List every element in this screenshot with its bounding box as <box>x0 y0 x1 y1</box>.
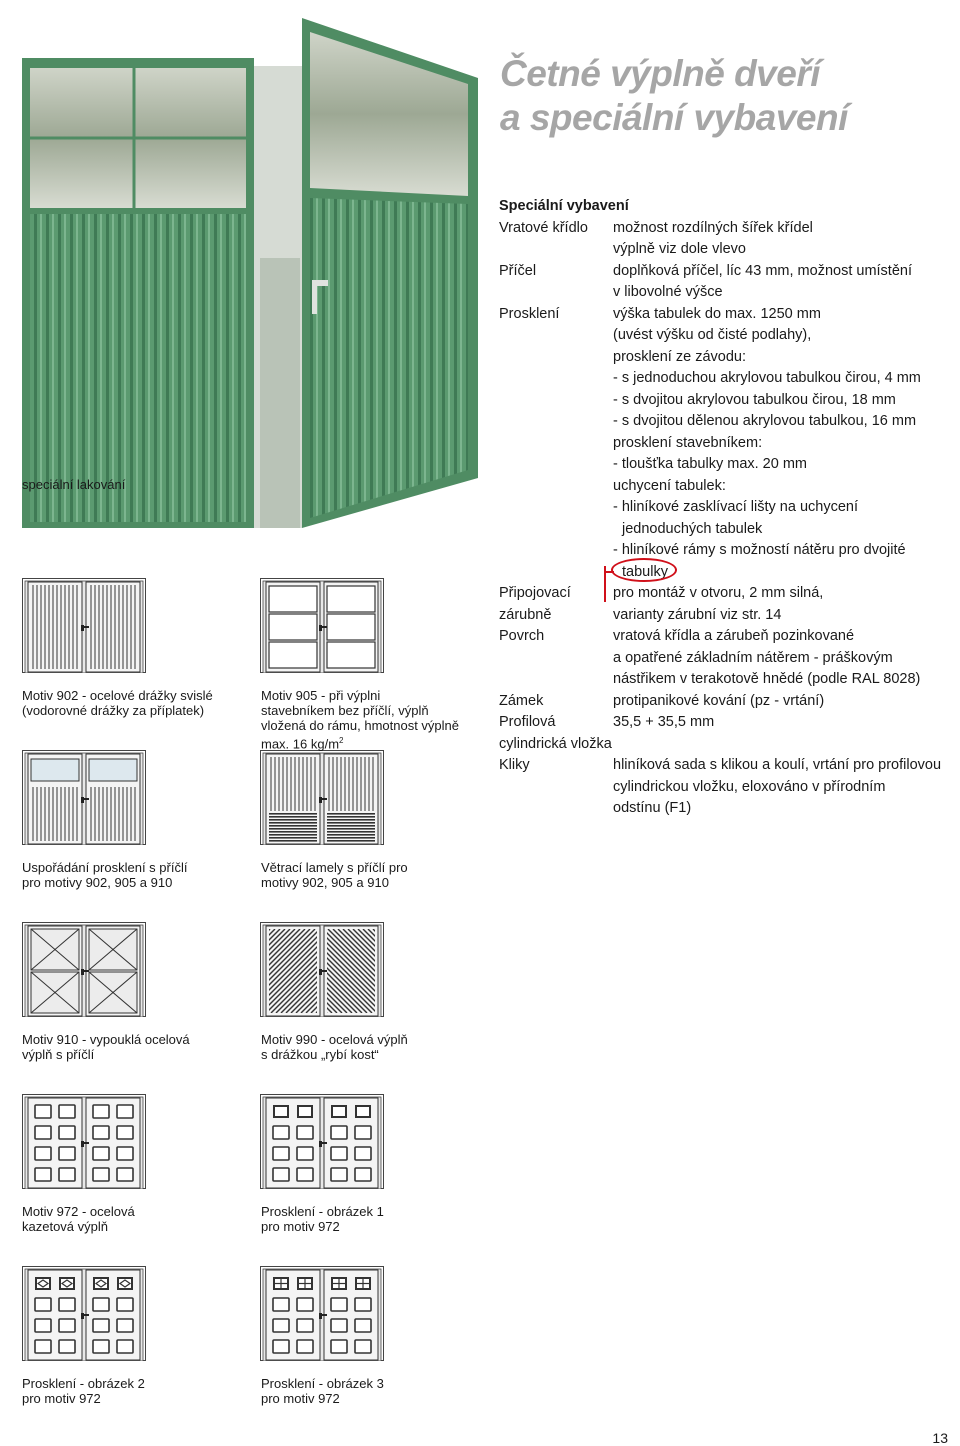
motif-905-drawing <box>260 578 384 673</box>
spec-row <box>499 218 960 261</box>
glazing-2-drawing <box>22 1266 146 1361</box>
caption-motif-990 <box>261 1032 408 1062</box>
glazing-3-drawing <box>260 1266 384 1361</box>
spec-row <box>499 626 960 691</box>
spec-value: - hliníkové zasklívací lišty na uchycení <box>613 499 858 515</box>
spec-value: cylindrickou vložku, eloxováno v přírodním <box>613 778 886 795</box>
spec-value: varianty zárubní viz str. 14 <box>613 606 782 623</box>
spec-label: Příčel <box>499 262 537 279</box>
spec-value: protipanikové kování (pz - vrtání) <box>613 692 825 709</box>
spec-label: Připojovací <box>499 585 571 601</box>
page-number: 13 <box>932 1430 948 1446</box>
caption-line: Prosklení - obrázek 1 <box>261 1204 384 1219</box>
caption-line: s drážkou „rybí kost“ <box>261 1047 379 1062</box>
caption-line: výplň s příčlí <box>22 1047 95 1062</box>
spec-label: Povrch <box>499 628 545 644</box>
spec-row <box>499 261 960 304</box>
spec-value: výplně viz dole vlevo <box>613 241 746 257</box>
caption-line: motivy 902, 905 a 910 <box>261 875 389 890</box>
spec-value: - hliníkové rámy s možností nátěru pro dvojité <box>613 542 906 558</box>
caption-line: Prosklení - obrázek 2 <box>22 1376 145 1391</box>
caption-motif-972 <box>22 1204 135 1234</box>
caption-glazing <box>22 860 187 890</box>
caption-line: Motiv 910 - vypouklá ocelová <box>22 1032 190 1047</box>
spec-value: - s jednoduchou akrylovou tabulkou čirou, 4 mm <box>613 370 921 386</box>
caption-line: Větrací lamely s příčlí pro <box>261 860 408 875</box>
spec-value: doplňková příčel, líc 43 mm, možnost umístění <box>613 262 912 279</box>
glazing-drawing <box>22 750 146 845</box>
spec-value: nástřikem v terakotově hnědé (podle RAL 8028) <box>613 671 921 687</box>
spec-value: a opatřené základním nátěrem - práškovým <box>613 649 893 666</box>
spec-label: Kliky <box>499 757 530 773</box>
spec-label: Zámek <box>499 692 544 709</box>
caption-line: pro motiv 972 <box>261 1219 340 1234</box>
motif-990-drawing <box>260 922 384 1017</box>
caption-glazing-1 <box>261 1204 384 1234</box>
caption-line: vložená do rámu, hmotnost výplně <box>261 718 459 733</box>
spec-value: tabulky <box>622 563 668 580</box>
caption-glazing-3 <box>261 1376 384 1406</box>
photo-caption: speciální lakování <box>22 477 126 492</box>
door-photo <box>22 18 480 528</box>
page-title <box>500 52 940 140</box>
spec-value: hliníková sada s klikou a koulí, vrtání pro profilovou <box>613 757 942 773</box>
spec-label: Prosklení <box>499 305 560 322</box>
spec-row <box>499 583 960 605</box>
caption-line: (vodorovné drážky za příplatek) <box>22 703 205 718</box>
spec-value: prosklení stavebníkem: <box>613 434 763 451</box>
spec-value: - s dvojitou akrylovou tabulkou čirou, 18 mm <box>613 391 896 408</box>
vent-drawing <box>260 750 384 845</box>
spec-value: možnost rozdílných šířek křídel <box>613 219 813 236</box>
spec-row <box>499 304 960 584</box>
caption-line: Motiv 905 - při výplni <box>261 688 381 703</box>
caption-motif-905 <box>261 688 459 751</box>
spec-heading: Speciální vybavení <box>499 198 629 214</box>
caption-glazing-2 <box>22 1376 145 1406</box>
spec-value: jednoduchých tabulek <box>622 520 763 537</box>
highlight-line <box>604 571 614 573</box>
spec-value: vratová křídla a zárubeň pozinkované <box>613 628 855 644</box>
spec-row <box>499 755 960 820</box>
caption-line: pro motivy 902, 905 a 910 <box>22 875 173 890</box>
page-title-line-1: Četné výplně dveří <box>500 53 821 94</box>
spec-value: - tloušťka tabulky max. 20 mm <box>613 456 808 472</box>
motif-902-drawing <box>22 578 146 673</box>
caption-line: Motiv 990 - ocelová výplň <box>261 1032 408 1047</box>
caption-vent <box>261 860 408 890</box>
spec-value: odstínu (F1) <box>613 800 692 816</box>
caption-line: pro motiv 972 <box>22 1391 101 1406</box>
spec-value: výška tabulek do max. 1250 mm <box>613 305 821 322</box>
spec-value: 35,5 + 35,5 mm <box>613 714 715 730</box>
spec-label: zárubně <box>499 606 552 623</box>
caption-motif-902 <box>22 688 213 718</box>
page-title-line-2: a speciální vybavení <box>500 97 848 138</box>
spec-row <box>499 712 960 734</box>
spec-value: prosklení ze závodu: <box>613 348 746 365</box>
highlight-circle <box>611 558 677 582</box>
motif-910-drawing <box>22 922 146 1017</box>
spec-row <box>499 605 960 627</box>
spec-label: cylindrická vložka <box>499 735 612 752</box>
caption-line: Uspořádání prosklení s příčlí <box>22 860 188 875</box>
spec-section <box>499 196 960 820</box>
spec-value: - s dvojitou dělenou akrylovou tabulkou, 16 mm <box>613 413 917 429</box>
spec-value: uchycení tabulek: <box>613 477 726 494</box>
spec-value: v libovolné výšce <box>613 284 723 300</box>
spec-row <box>499 691 960 713</box>
caption-text: max. 16 kg/m <box>261 736 340 752</box>
glazing-1-drawing <box>260 1094 384 1189</box>
caption-line: Motiv 902 - ocelové drážky svislé <box>22 688 213 703</box>
superscript: 2 <box>339 736 344 745</box>
motif-972-drawing <box>22 1094 146 1189</box>
caption-line: Motiv 972 - ocelová <box>22 1204 135 1219</box>
caption-line: stavebníkem bez příčlí, výplň <box>261 703 429 718</box>
caption-line <box>261 733 459 751</box>
spec-label: Profilová <box>499 714 556 730</box>
caption-motif-910 <box>22 1032 190 1062</box>
spec-label: Vratové křídlo <box>499 219 588 236</box>
spec-value: pro montáž v otvoru, 2 mm silná, <box>613 585 824 601</box>
caption-line: kazetová výplň <box>22 1219 108 1234</box>
caption-line: pro motiv 972 <box>261 1391 340 1406</box>
caption-line: Prosklení - obrázek 3 <box>261 1376 384 1391</box>
spec-value: (uvést výšku od čisté podlahy), <box>613 327 812 343</box>
